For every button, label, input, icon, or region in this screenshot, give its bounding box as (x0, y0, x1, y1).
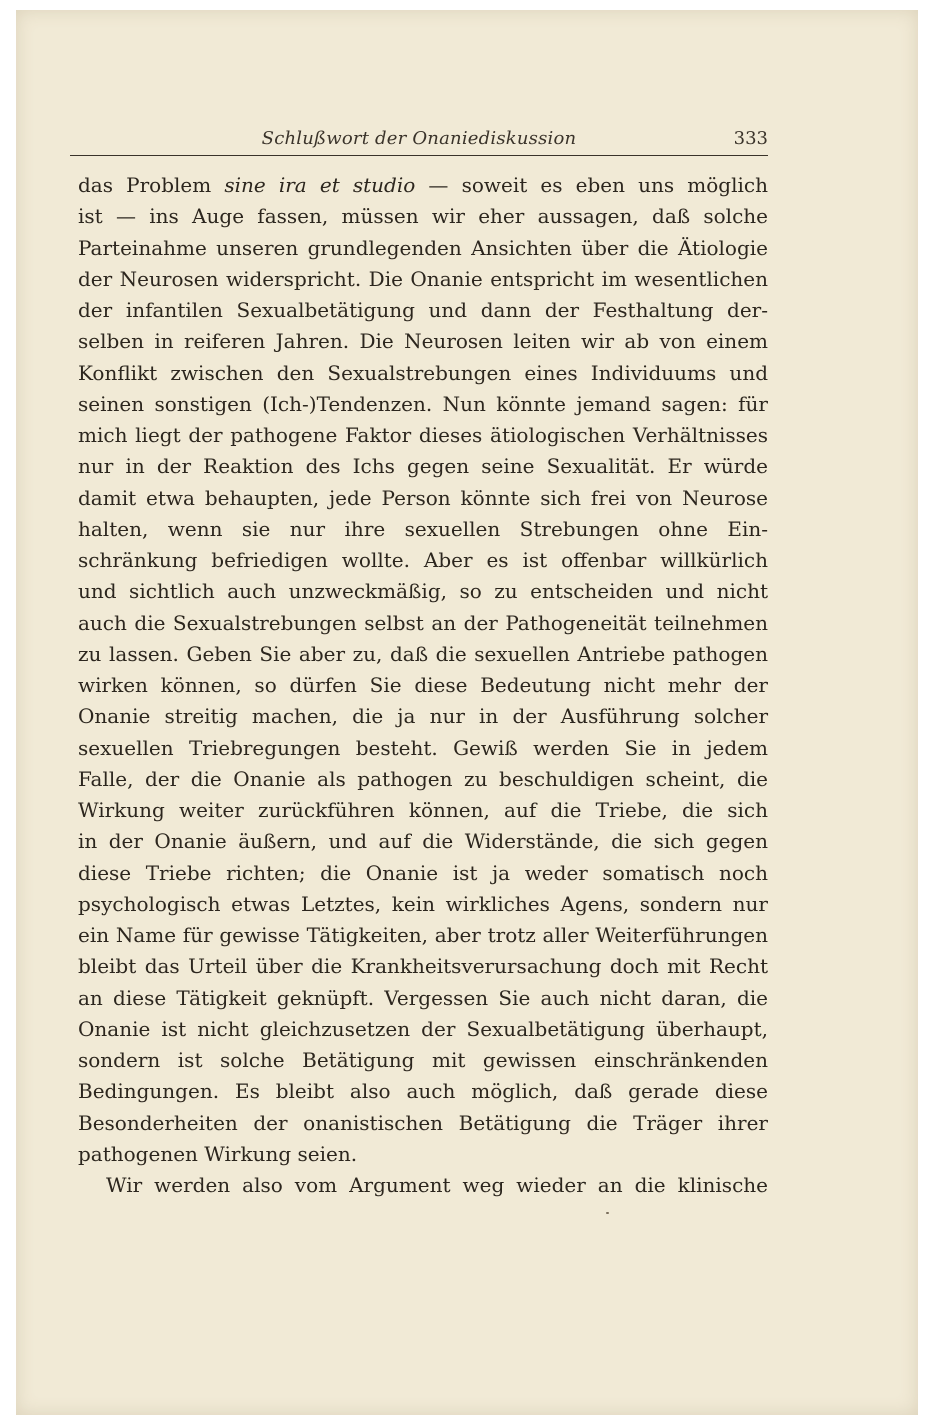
text-line: Bedingungen. Es bleibt also auch möglich, daß gerade diese (78, 1079, 768, 1104)
text-line: wirken können, so dürfen Sie diese Bedeutung nicht mehr der (78, 673, 768, 697)
text-line: der Neurosen widerspricht. Die Onanie entspricht im wesentlichen (78, 266, 768, 291)
text-line: auch die Sexualstrebungen selbst an der Pathogeneität teilnehmen (78, 610, 768, 635)
header-rule (70, 155, 768, 156)
text-line: Parteinahme unseren grundlegenden Ansichten über die Ätiologie (78, 235, 768, 260)
text-line: Onanie streitig machen, die ja nur in der Ausführung solcher (78, 704, 768, 729)
paper-speck (606, 1212, 609, 1214)
text-line: schränkung befriedigen wollte. Aber es ist offenbar willkürlich (78, 548, 768, 572)
text-line: Falle, der die Onanie als pathogen zu beschuldigen scheint, die (78, 766, 768, 791)
text-line: diese Triebe richten; die Onanie ist ja weder somatisch noch (78, 860, 768, 885)
page-number: 333 (733, 128, 768, 149)
text-line: Wirkung weiter zurückführen können, auf die Triebe, die sich (78, 798, 768, 822)
text-line: selben in reiferen Jahren. Die Neurosen leiten wir ab von einem (78, 329, 768, 354)
text-segment: das Problem (78, 173, 225, 197)
paragraph-start-line: Wir werden also vom Argument weg wieder an die klinische (106, 1173, 768, 1197)
text-line: mich liegt der pathogene Faktor dieses ätiologischen Verhältnisses (78, 423, 768, 447)
text-line: ist — ins Auge fassen, müssen wir eher aussagen, daß solche (78, 204, 768, 229)
text-line: der infantilen Sexualbetätigung und dann der Festhaltung der- (78, 298, 768, 322)
text-line: sondern ist solche Betätigung mit gewissen einschränkenden (78, 1048, 768, 1072)
text-line: Onanie ist nicht gleichzusetzen der Sexualbetätigung überhaupt, (78, 1016, 768, 1041)
text-line: halten, wenn sie nur ihre sexuellen Strebungen ohne Ein- (78, 516, 768, 541)
running-header (70, 128, 768, 158)
text-line: Konflikt zwischen den Sexualstrebungen eines Individuums und (78, 360, 768, 385)
text-line: ein Name für gewisse Tätigkeiten, aber trotz aller Weiterführungen (78, 923, 768, 947)
text-line: seinen sonstigen (Ich-)Tendenzen. Nun könnte jemand sagen: für (78, 391, 768, 416)
text-line: bleibt das Urteil über die Krankheitsverursachung doch mit Recht (78, 954, 768, 979)
chapter-title: Schlußwort der Onaniediskussion (261, 128, 577, 149)
body-text (78, 170, 768, 1201)
text-line: nur in der Reaktion des Ichs gegen seine Sexualität. Er würde (78, 454, 768, 479)
text-line (78, 170, 768, 201)
emphasis-latin-phrase: sine ira et studio (224, 173, 416, 197)
text-line: und sichtlich auch unzweckmäßig, so zu entscheiden und nicht (78, 579, 768, 604)
text-line: sexuellen Triebregungen besteht. Gewiß werden Sie in jedem (78, 735, 768, 760)
text-line: psychologisch etwas Letztes, kein wirkliches Agens, sondern nur (78, 891, 768, 916)
text-line: Besonderheiten der onanistischen Betätigung die Träger ihrer (78, 1110, 768, 1135)
text-line: damit etwa behaupten, jede Person könnte sich frei von Neurose (78, 485, 768, 510)
text-line: in der Onanie äußern, und auf die Widerstände, die sich gegen (78, 829, 768, 854)
text-segment: — soweit es eben uns möglich (415, 173, 768, 197)
paragraph-end-line: pathogenen Wirkung seien. (78, 1141, 358, 1166)
text-line: zu lassen. Geben Sie aber zu, daß die sexuellen Antriebe pathogen (78, 641, 768, 666)
text-line: an diese Tätigkeit geknüpft. Vergessen Sie auch nicht daran, die (78, 985, 768, 1010)
